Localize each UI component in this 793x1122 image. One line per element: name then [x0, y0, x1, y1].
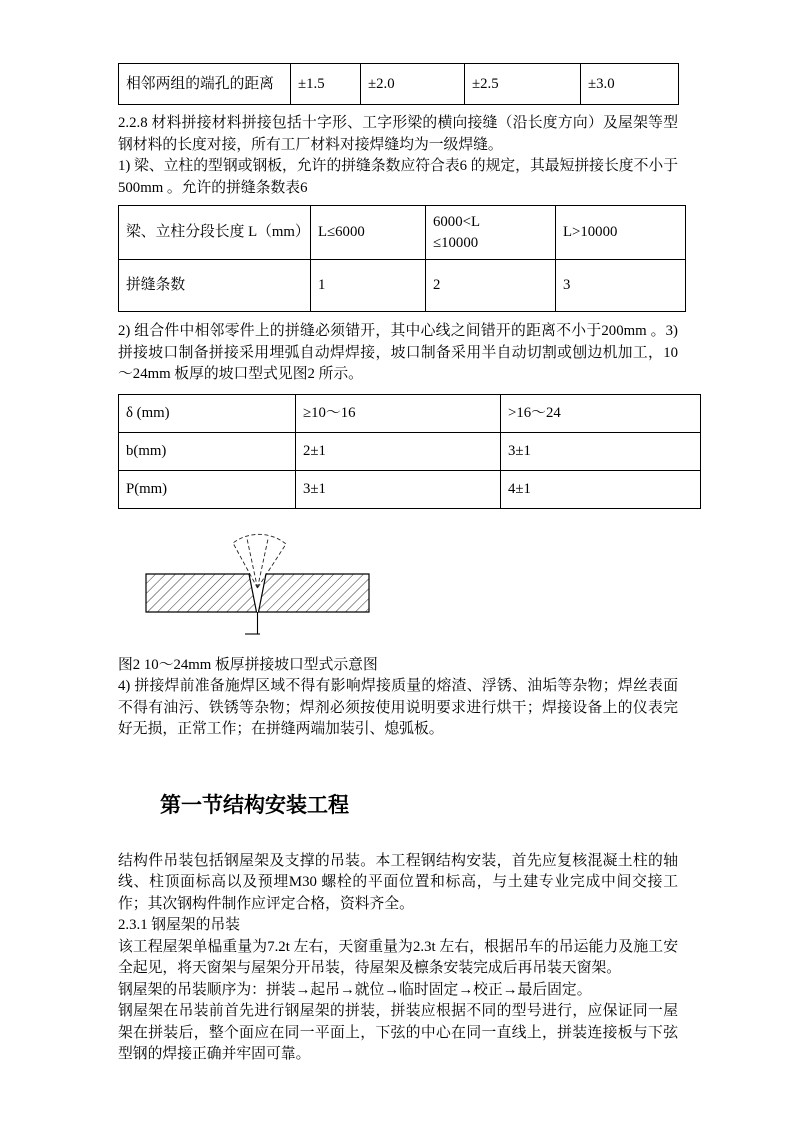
table-cell: ±3.0: [581, 64, 679, 105]
table-row: [119, 432, 701, 470]
seam-count-table: [118, 205, 686, 312]
table-cell: >16～24: [501, 394, 701, 432]
paragraph-intro: 结构件吊装包括钢屋架及支撑的吊装。本工程钢结构安装，首先应复核混凝土柱的轴线、柱顶面标高以及预埋M30 螺栓的平面位置和标高，与土建专业完成中间交接工作；其次钢构件制作应评定合格，资料齐全。: [118, 852, 678, 912]
table-cell: ≥10～16: [296, 394, 501, 432]
table-row: [119, 470, 701, 508]
section-heading: 第一节结构安装工程: [160, 792, 349, 817]
table-cell: 4±1: [501, 470, 701, 508]
paragraph-2-3-1-title: 2.3.1 钢屋架的吊装: [118, 917, 241, 933]
paragraph-2-2-8: 2.2.8 材料拼接材料拼接包括十字形、工字形梁的横向接缝（沿长度方向）及屋架等型钢材料的长度对接，所有工厂材料对接焊缝均为一级焊缝。: [118, 115, 678, 153]
weld-groove-figure: [140, 530, 375, 642]
table-cell: P(mm): [119, 470, 296, 508]
groove-size-table: [118, 394, 701, 509]
paragraph-item-4: 4) 拼接焊前准备施焊区域不得有影响焊接质量的熔渣、浮锈、油垢等杂物；焊丝表面不得有油污、铁锈等杂物；焊剂必须按使用说明要求进行烘干；焊接设备上的仪表完好无损，正常工作；在拼缝两端加装引、熄弧板。: [118, 678, 678, 737]
table-cell: 梁、立柱分段长度 L（mm）: [119, 206, 311, 260]
table-cell: 3±1: [501, 432, 701, 470]
table-cell: L≤6000: [311, 206, 426, 260]
table-row: [119, 260, 686, 312]
table-cell: δ (mm): [119, 394, 296, 432]
table-cell: 2: [426, 260, 556, 312]
table-row: [119, 64, 679, 105]
table-cell: 2±1: [296, 432, 501, 470]
table-cell: b(mm): [119, 432, 296, 470]
paragraph-2-3-1-a: 该工程屋架单榀重量为7.2t 左右，天窗重量为2.3t 左右，根据吊车的吊运能力及施工安全起见，将天窗架与屋架分开吊装，待屋架及檩条安装完成后再吊装天窗架。: [118, 938, 678, 976]
table-cell-line: 6000<L: [433, 213, 480, 230]
paragraph-item-2-3: 2) 组合件中相邻零件上的拼缝必须错开，其中心线之间错开的距离不小于200mm 。3)拼接坡口制备拼接采用埋弧自动焊焊接，坡口制备采用半自动切割或刨边机加工，10～24mm 板厚的坡口型式见图2 所示。: [118, 323, 678, 382]
right-plate: [259, 574, 370, 612]
table-cell: ±1.5: [291, 64, 361, 105]
hole-distance-table: [118, 63, 679, 105]
paragraph-2-3-1-b: 钢屋架的吊装顺序为：拼装→起吊→就位→临时固定→校正→最后固定。: [118, 981, 592, 998]
table-cell: [426, 206, 556, 260]
table-cell: ±2.5: [465, 64, 581, 105]
table-cell: 3: [556, 260, 686, 312]
table-cell: 相邻两组的端孔的距离: [119, 64, 291, 105]
weld-groove-diagram: [140, 530, 375, 642]
paragraph-2-3-1-c: 钢屋架在吊装前首先进行钢屋架的拼装，拼装应根据不同的型号进行，应保证同一屋架在拼装后，整个面应在同一平面上，下弦的中心在同一直线上，拼装连接板与下弦型钢的焊接正确并牢固可靠。: [118, 1003, 678, 1062]
figure-caption: 图2 10～24mm 板厚拼接坡口型式示意图: [118, 656, 378, 673]
paragraph-item-1: 1) 梁、立柱的型钢或钢板，允许的拼缝条数应符合表6 的规定，其最短拼接长度不小于500mm 。允许的拼缝条数表6: [118, 158, 678, 196]
table-cell: 3±1: [296, 470, 501, 508]
table-row: [119, 394, 701, 432]
table-cell: 1: [311, 260, 426, 312]
table-cell: ±2.0: [361, 64, 465, 105]
table-cell: 拼缝条数: [119, 260, 311, 312]
table-row: [119, 206, 686, 260]
table-cell-line: ≤10000: [433, 234, 479, 251]
table-cell: L>10000: [556, 206, 686, 260]
left-plate: [146, 574, 257, 612]
